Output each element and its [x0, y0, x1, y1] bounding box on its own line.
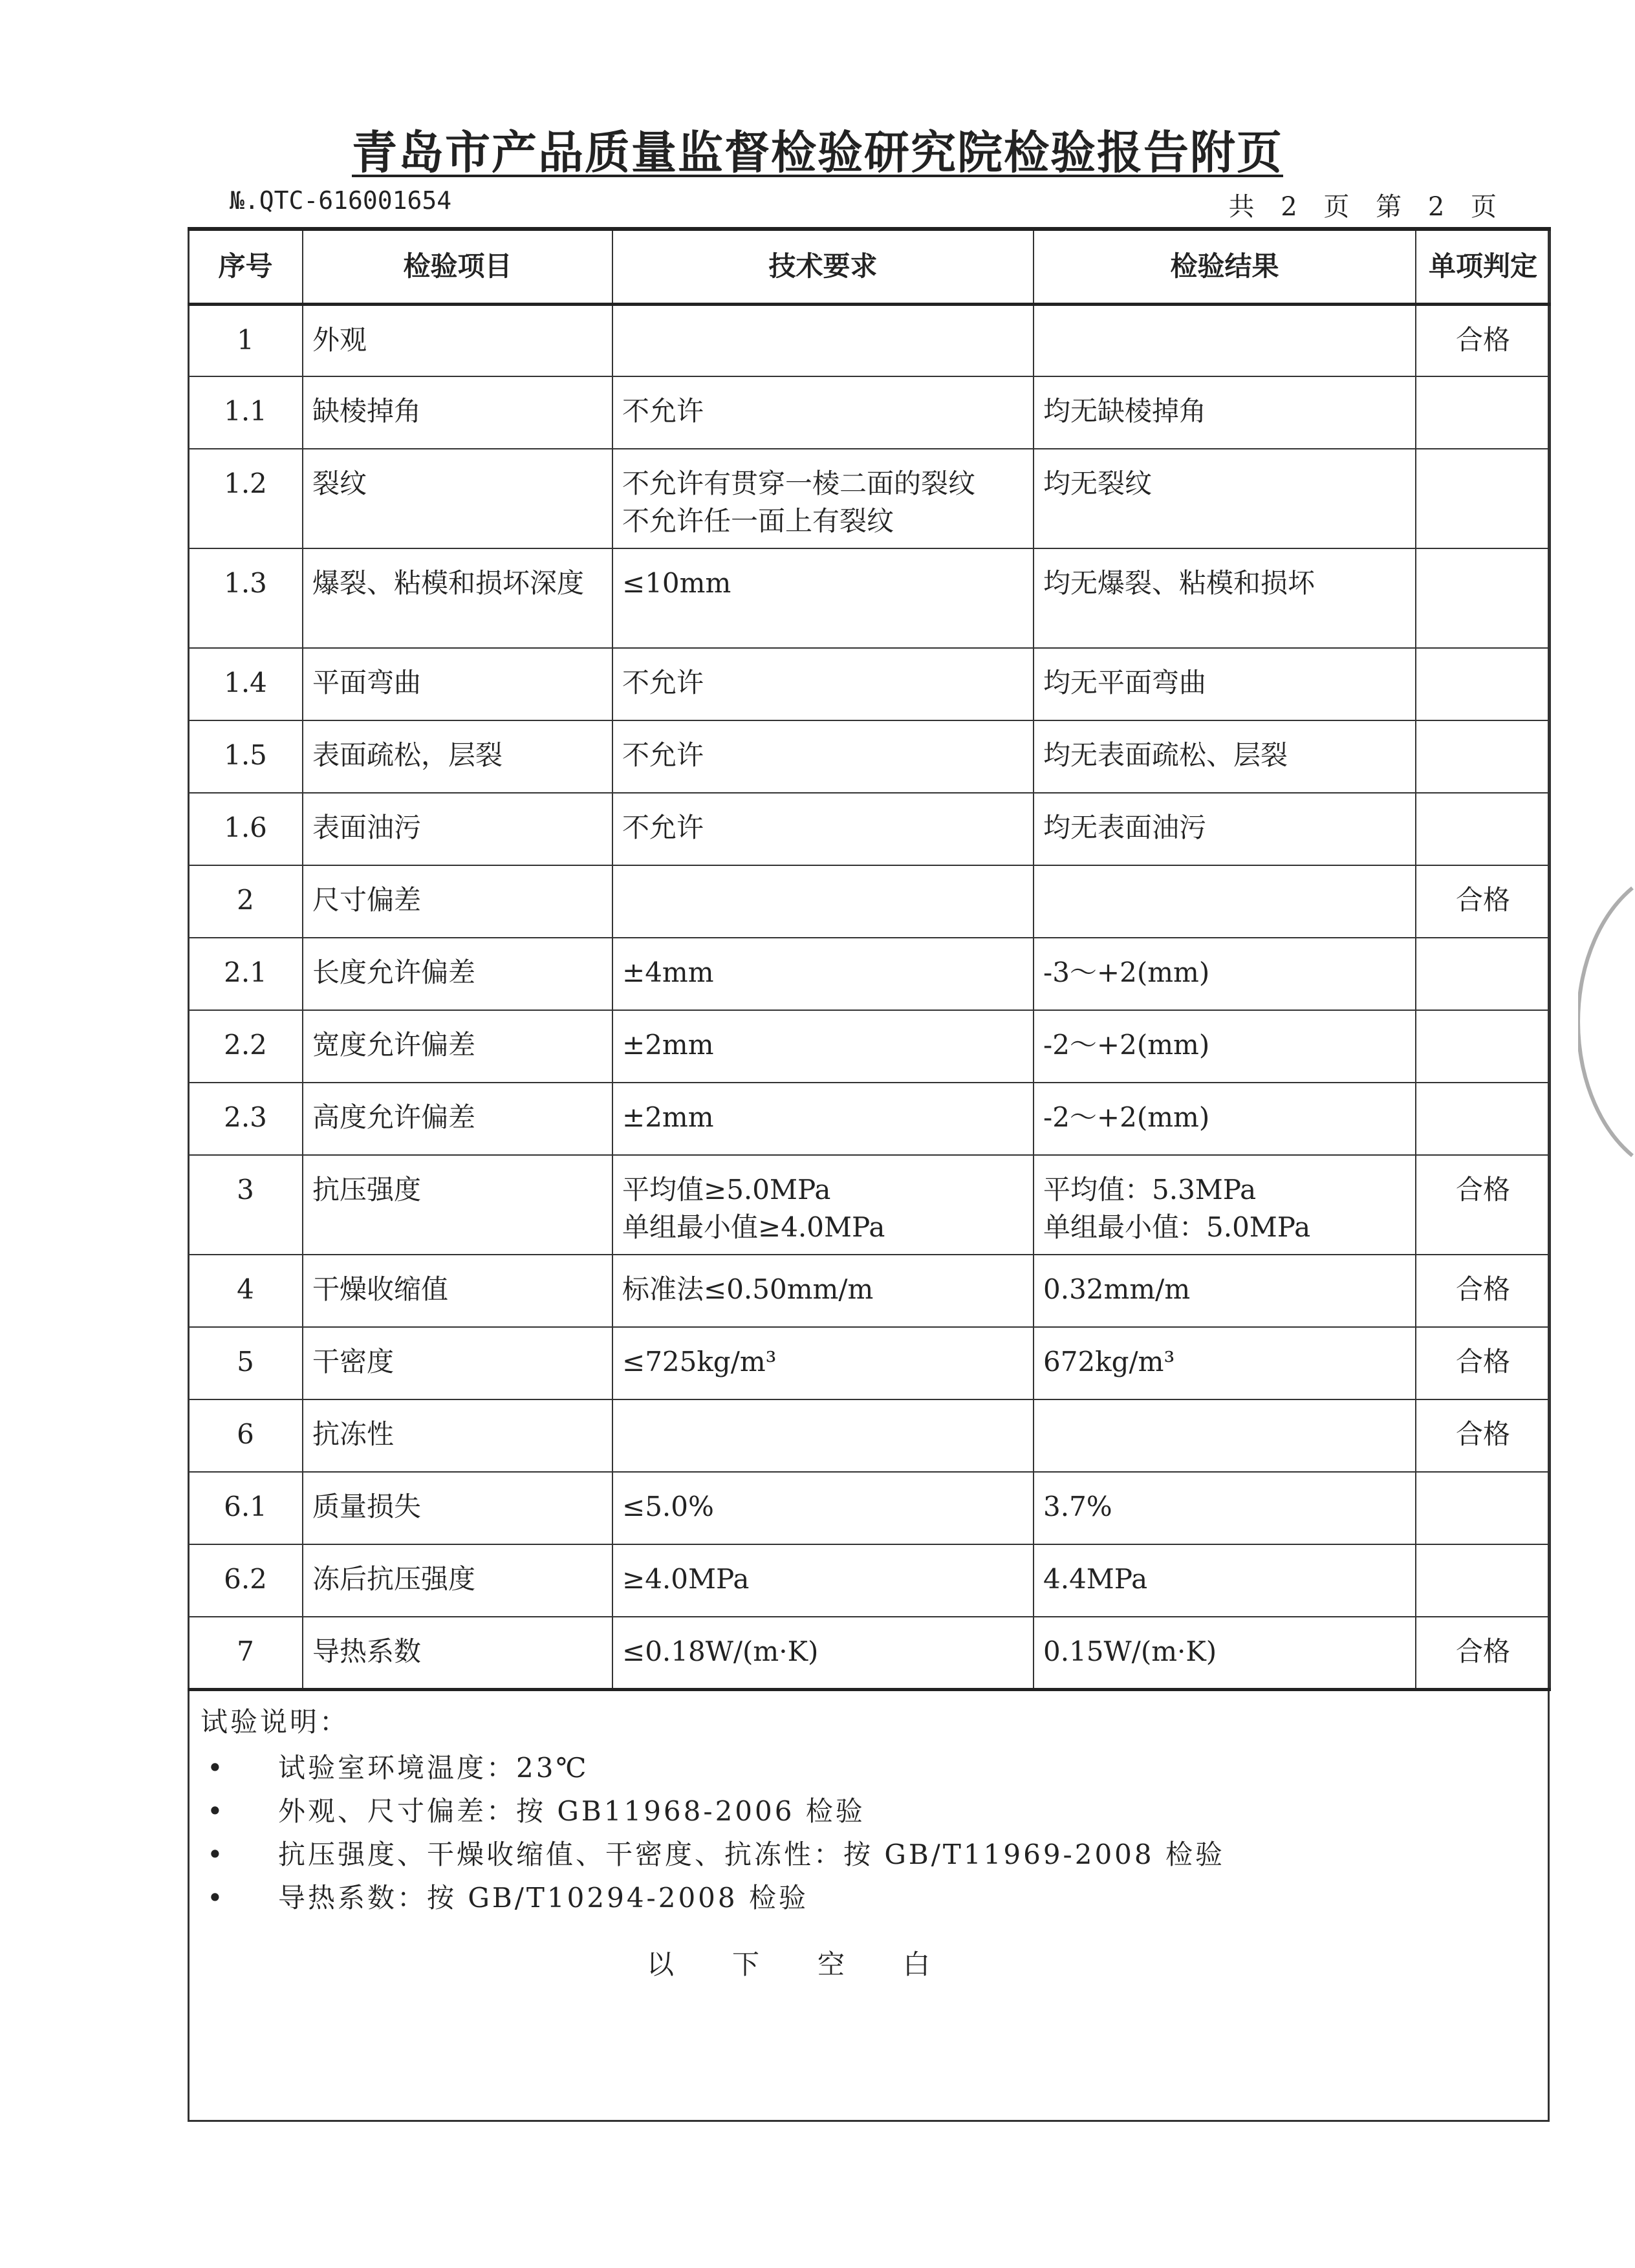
- table-row: [188, 865, 1550, 938]
- cell-result: 均无缺棱掉角: [1034, 376, 1416, 449]
- cell-requirement: ≤725kg/m³: [612, 1327, 1034, 1399]
- cell-item: 干燥收缩值: [303, 1255, 612, 1327]
- cell-result: 0.32mm/m: [1034, 1255, 1416, 1327]
- cell-result: 平均值：5.3MPa 单组最小值：5.0MPa: [1034, 1155, 1416, 1255]
- cell-result: 672kg/m³: [1034, 1327, 1416, 1399]
- cell-result: 均无表面油污: [1034, 793, 1416, 865]
- table-row: [188, 1327, 1550, 1399]
- cell-verdict: [1416, 648, 1550, 720]
- cell-verdict: [1416, 449, 1550, 548]
- cell-verdict: 合格: [1416, 865, 1550, 938]
- cell-verdict: 合格: [1416, 1155, 1550, 1255]
- cell-result: [1034, 1399, 1416, 1472]
- cell-item: 裂纹: [303, 449, 612, 548]
- cell-result: 4.4MPa: [1034, 1544, 1416, 1617]
- cell-verdict: [1416, 793, 1550, 865]
- table-row: [188, 1083, 1550, 1155]
- cell-result: -2～+2(mm): [1034, 1083, 1416, 1155]
- cell-item: 长度允许偏差: [303, 938, 612, 1010]
- cell-requirement: ≥4.0MPa: [612, 1544, 1034, 1617]
- cell-item: 表面油污: [303, 793, 612, 865]
- cell-item: 干密度: [303, 1327, 612, 1399]
- table-row: [188, 1255, 1550, 1327]
- cell-result: [1034, 304, 1416, 376]
- header-no: 序号: [188, 229, 303, 304]
- cell-no: 1.4: [188, 648, 303, 720]
- cell-verdict: [1416, 376, 1550, 449]
- cell-no: 1.6: [188, 793, 303, 865]
- bullet-icon: •: [207, 1795, 226, 1827]
- cell-verdict: 合格: [1416, 1617, 1550, 1689]
- header-requirement: 技术要求: [612, 229, 1034, 304]
- cell-item: 高度允许偏差: [303, 1083, 612, 1155]
- note-text: 外观、尺寸偏差：按 GB11968-2006 检验: [278, 1795, 865, 1827]
- note-item: [200, 1746, 1533, 1789]
- table-row: [188, 304, 1550, 376]
- cell-no: 1.1: [188, 376, 303, 449]
- note-item: [200, 1833, 1533, 1876]
- cell-verdict: [1416, 1472, 1550, 1544]
- cell-result: 均无裂纹: [1034, 449, 1416, 548]
- cell-result: 0.15W/(m·K): [1034, 1617, 1416, 1689]
- cell-no: 6.2: [188, 1544, 303, 1617]
- cell-item: 抗冻性: [303, 1399, 612, 1472]
- cell-requirement: 标准法≤0.50mm/m: [612, 1255, 1034, 1327]
- cell-requirement: 不允许: [612, 793, 1034, 865]
- test-notes: [200, 1701, 1533, 1919]
- cell-requirement: 不允许有贯穿一棱二面的裂纹 不允许任一面上有裂纹: [612, 449, 1034, 548]
- cell-verdict: [1416, 720, 1550, 793]
- table-row: [188, 720, 1550, 793]
- cell-verdict: 合格: [1416, 1327, 1550, 1399]
- cell-verdict: [1416, 1544, 1550, 1617]
- cell-verdict: [1416, 938, 1550, 1010]
- cell-item: 质量损失: [303, 1472, 612, 1544]
- header-result: 检验结果: [1034, 229, 1416, 304]
- table-row: [188, 548, 1550, 648]
- cell-result: 3.7%: [1034, 1472, 1416, 1544]
- cell-requirement: 不允许: [612, 648, 1034, 720]
- table-row: [188, 648, 1550, 720]
- cell-item: 冻后抗压强度: [303, 1544, 612, 1617]
- table-row: [188, 449, 1550, 548]
- note-item: [200, 1876, 1533, 1919]
- cell-no: 5: [188, 1327, 303, 1399]
- official-stamp: [1578, 867, 1635, 1177]
- cell-requirement: ≤5.0%: [612, 1472, 1034, 1544]
- table-row: [188, 793, 1550, 865]
- cell-no: 4: [188, 1255, 303, 1327]
- cell-requirement: 不允许: [612, 720, 1034, 793]
- document-title: [0, 116, 1635, 182]
- cell-requirement: ±2mm: [612, 1010, 1034, 1083]
- cell-requirement: ±4mm: [612, 938, 1034, 1010]
- cell-result: 均无爆裂、粘模和损坏: [1034, 548, 1416, 648]
- cell-item: 爆裂、粘模和损坏深度: [303, 548, 612, 648]
- cell-no: 6: [188, 1399, 303, 1472]
- cell-requirement: ±2mm: [612, 1083, 1034, 1155]
- note-text: 抗压强度、干燥收缩值、干密度、抗冻性：按 GB/T11969-2008 检验: [278, 1839, 1225, 1870]
- cell-requirement: [612, 865, 1034, 938]
- table-row: [188, 1617, 1550, 1689]
- cell-result: -2～+2(mm): [1034, 1010, 1416, 1083]
- cell-item: 平面弯曲: [303, 648, 612, 720]
- cell-verdict: 合格: [1416, 1255, 1550, 1327]
- table-row: [188, 376, 1550, 449]
- header-verdict: 单项判定: [1416, 229, 1550, 304]
- cell-item: 尺寸偏差: [303, 865, 612, 938]
- cell-verdict: [1416, 548, 1550, 648]
- bullet-icon: •: [207, 1882, 226, 1914]
- cell-requirement: [612, 1399, 1034, 1472]
- cell-item: 抗压强度: [303, 1155, 612, 1255]
- notes-heading: 试验说明：: [200, 1706, 350, 1738]
- note-text: 导热系数：按 GB/T10294-2008 检验: [278, 1882, 808, 1914]
- cell-item: 表面疏松，层裂: [303, 720, 612, 793]
- cell-no: 7: [188, 1617, 303, 1689]
- cell-verdict: 合格: [1416, 1399, 1550, 1472]
- cell-no: 3: [188, 1155, 303, 1255]
- table-row: [188, 1155, 1550, 1255]
- title-text: 青岛市产品质量监督检验研究院检验报告附页: [352, 126, 1283, 179]
- cell-no: 2.1: [188, 938, 303, 1010]
- table-row: [188, 938, 1550, 1010]
- cell-item: 导热系数: [303, 1617, 612, 1689]
- cell-requirement: ≤10mm: [612, 548, 1034, 648]
- cell-result: 均无表面疏松、层裂: [1034, 720, 1416, 793]
- table-row: [188, 1544, 1550, 1617]
- cell-no: 6.1: [188, 1472, 303, 1544]
- cell-item: 外观: [303, 304, 612, 376]
- cell-no: 1.3: [188, 548, 303, 648]
- inspection-table: [188, 227, 1551, 1691]
- cell-no: 2.3: [188, 1083, 303, 1155]
- cell-verdict: [1416, 1010, 1550, 1083]
- cell-requirement: [612, 304, 1034, 376]
- note-item: [200, 1789, 1533, 1833]
- bullet-icon: •: [207, 1752, 226, 1784]
- header-item: 检验项目: [303, 229, 612, 304]
- cell-requirement: 平均值≥5.0MPa 单组最小值≥4.0MPa: [612, 1155, 1034, 1255]
- note-text: 试验室环境温度：23℃: [278, 1752, 589, 1784]
- cell-item: 宽度允许偏差: [303, 1010, 612, 1083]
- cell-verdict: [1416, 1083, 1550, 1155]
- cell-requirement: 不允许: [612, 376, 1034, 449]
- cell-requirement: ≤0.18W/(m·K): [612, 1617, 1034, 1689]
- cell-no: 1.2: [188, 449, 303, 548]
- page-info: 共 2 页 第 2 页: [1228, 192, 1506, 222]
- bullet-icon: •: [207, 1839, 226, 1870]
- cell-no: 1.5: [188, 720, 303, 793]
- cell-no: 1: [188, 304, 303, 376]
- blank-below-notice: 以下空白: [646, 1949, 988, 1980]
- cell-result: [1034, 865, 1416, 938]
- stamp-ring: [1578, 888, 1632, 1156]
- table-row: [188, 1399, 1550, 1472]
- cell-item: 缺棱掉角: [303, 376, 612, 449]
- cell-result: -3～+2(mm): [1034, 938, 1416, 1010]
- cell-no: 2.2: [188, 1010, 303, 1083]
- cell-result: 均无平面弯曲: [1034, 648, 1416, 720]
- cell-verdict: 合格: [1416, 304, 1550, 376]
- table-row: [188, 1472, 1550, 1544]
- report-number: №.QTC-616001654: [230, 186, 452, 215]
- cell-no: 2: [188, 865, 303, 938]
- table-row: [188, 1010, 1550, 1083]
